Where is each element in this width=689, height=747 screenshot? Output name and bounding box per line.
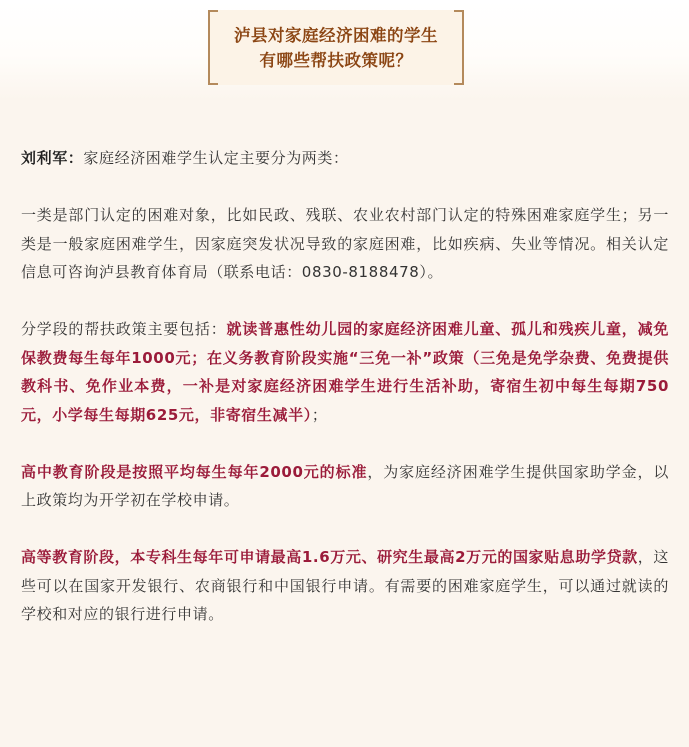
recognition-paragraph: 一类是部门认定的困难对象，比如民政、残联、农业农村部门认定的特殊困难家庭学生；另一类是一般家庭困难学生，因家庭突发状况导致的家庭困难，比如疾病、失业等情况。相关认定信息可咨询泸县教育体育局（联系电话：0830-8188478）。 <box>21 206 669 281</box>
high-school-tail: ，为家庭经济困难学生提供国家助学金，以上政策均为开学初在学校申请。 <box>21 462 669 509</box>
intro-text: 家庭经济困难学生认定主要分为两类： <box>83 149 349 167</box>
frame-corner-bottom-right <box>454 83 464 85</box>
higher-education-paragraph <box>21 543 669 629</box>
intro-paragraph <box>21 144 669 173</box>
header-area <box>0 0 689 100</box>
frame-corner-top-left <box>208 10 218 12</box>
policy-tail: ； <box>311 405 328 424</box>
high-school-paragraph <box>21 458 669 515</box>
title-frame <box>208 10 464 85</box>
higher-education-highlight: 高等教育阶段，本专科生每年可申请最高1.6万元、研究生最高2万元的国家贴息助学贷款 <box>21 548 638 566</box>
article-body <box>0 100 689 747</box>
high-school-highlight: 高中教育阶段是按照平均每生每年2000元的标准 <box>21 462 368 481</box>
title-line-1: 泸县对家庭经济困难的学生 <box>234 26 438 45</box>
article-content <box>21 144 669 629</box>
higher-education-tail: ，这些可以在国家开发银行、农商银行和中国银行申请。有需要的困难家庭学生，可以通过就读的学校和对应的银行进行申请。 <box>21 548 669 623</box>
speaker-name: 刘利军： <box>21 149 84 167</box>
policy-lead: 分学段的帮扶政策主要包括： <box>21 320 227 338</box>
frame-corner-bottom-left <box>208 83 218 85</box>
title-line-2: 有哪些帮扶政策呢？ <box>259 51 413 70</box>
policy-highlight: 就读普惠性幼儿园的家庭经济困难儿童、孤儿和残疾儿童，减免保教费每生每年1000元；在义务教育阶段实施“三免一补”政策（三免是免学杂费、免费提供教科书、免作业本费，一补是对家庭经济困难学生进行生活补助，寄宿生初中每生每期750元，小学每生每期625元，非寄宿生减半） <box>21 320 669 424</box>
policy-paragraph <box>21 315 669 429</box>
frame-corner-top-right <box>454 10 464 12</box>
page-title <box>210 23 462 73</box>
